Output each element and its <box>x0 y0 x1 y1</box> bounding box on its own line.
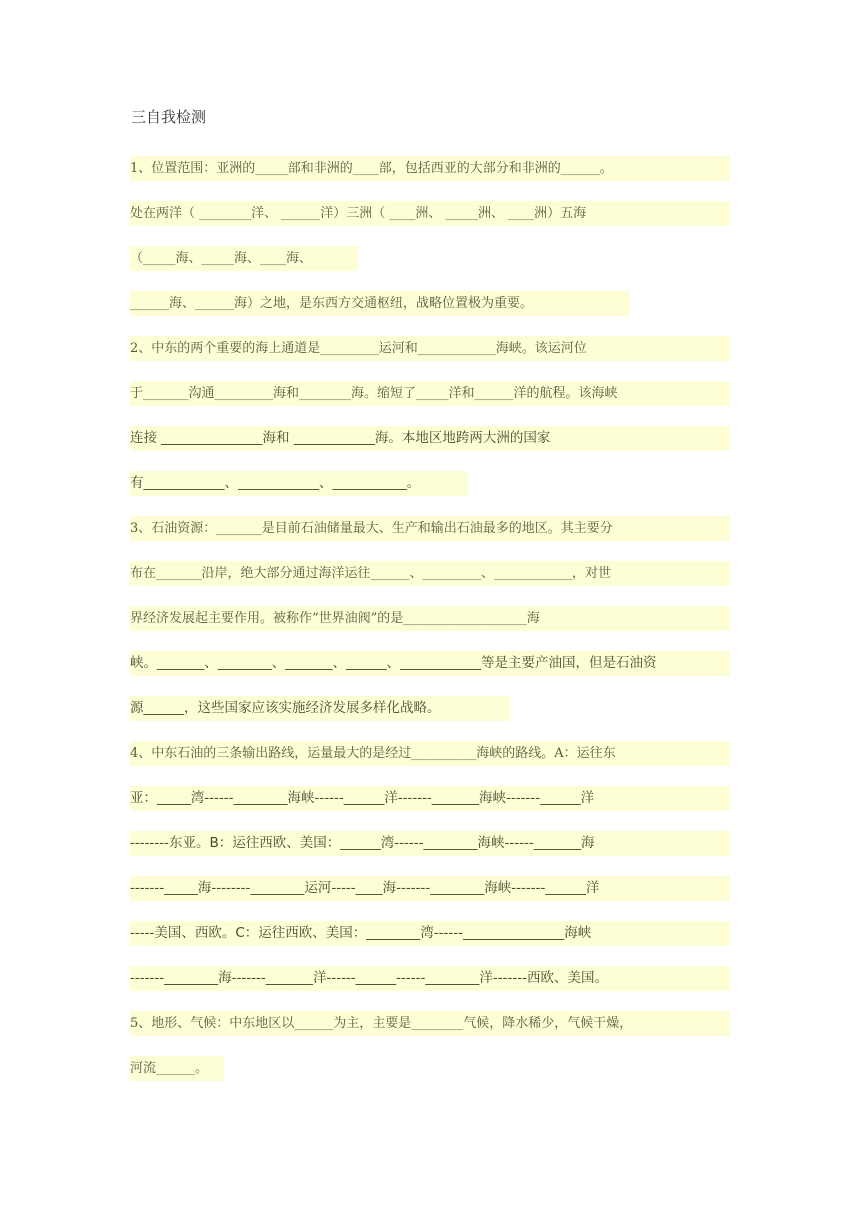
text-line-8: 有____________、____________、___________。 <box>130 471 468 496</box>
text-line-9: 3、石油资源：_______是目前石油储量最大、生产和输出石油最多的地区。其主要分 <box>130 516 730 541</box>
text-line-16: --------东亚。B：运往西欧、美国：______湾------________海峡------_______海 <box>130 831 730 856</box>
text-line-12: 峡。_______、________、_______、______、____________等是主要产油国，但是石油资 <box>130 651 730 676</box>
text-line-1: 1、位置范围：亚洲的_____部和非洲的____部，包括西亚的大部分和非洲的______。 <box>130 156 730 181</box>
text-line-6: 于_______沟通_________海和________海。缩短了_____洋和______洋的航程。该海峡 <box>130 381 730 406</box>
text-line-7: 连接 _______________海和 ____________海。本地区地跨两大洲的国家 <box>130 426 730 451</box>
text-line-5: 2、中东的两个重要的海上通道是_________运河和____________海峡。该运河位 <box>130 336 730 361</box>
text-line-11: 界经济发展起主要作用。被称作“世界油阀”的是___________________海 <box>130 606 730 631</box>
text-line-18: -----美国、西欧。C：运往西欧、美国：________湾------_______________海峡 <box>130 921 730 946</box>
text-line-19: -------________海-------_______洋------______------________洋-------西欧、美国。 <box>130 966 730 991</box>
text-line-3: （_____海、_____海、____海、 <box>130 246 358 271</box>
text-line-17: -------_____海--------________运河-----____海-------________海峡-------______洋 <box>130 876 730 901</box>
text-line-14: 4、中东石油的三条输出路线，运量最大的是经过__________海峡的路线。A：运往东 <box>130 741 730 766</box>
section-title: 三自我检测 <box>131 108 207 126</box>
text-line-20: 5、地形、气候：中东地区以______为主，主要是________气候，降水稀少，气候干燥， <box>130 1011 730 1036</box>
text-line-10: 布在_______沿岸，绝大部分通过海洋运往______、_________、____________，对世 <box>130 561 730 586</box>
text-line-15: 亚：_____湾------________海峡------______洋-------_______海峡-------______洋 <box>130 786 730 811</box>
text-line-4: ______海、______海）之地，是东西方交通枢纽，战略位置极为重要。 <box>130 291 630 316</box>
text-line-21: 河流______。 <box>130 1056 224 1081</box>
text-line-2: 处在两洋（ ________洋、 ______洋）三洲（ ____洲、 _____洲、 ____洲）五海 <box>130 201 730 226</box>
text-line-13: 源______，这些国家应该实施经济发展多样化战略。 <box>130 696 510 721</box>
